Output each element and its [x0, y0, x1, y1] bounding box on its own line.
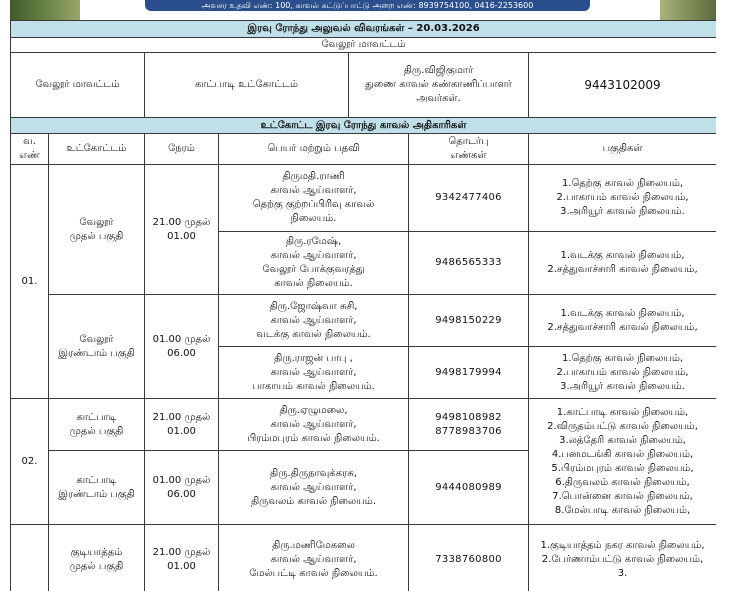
officer-name-line: காவல் நிலையம்.	[274, 278, 353, 289]
officer-name-line: வேலூர் போக்குவரத்து	[262, 264, 365, 275]
header-phone-line: எண்கள்	[450, 150, 487, 161]
patrol-time	[145, 295, 219, 399]
officer-name-line: திரு.ராஜன் பாபு ,	[274, 352, 353, 364]
header-areas: பகுதிகள்	[529, 134, 717, 165]
contact-number[interactable]	[409, 525, 529, 591]
patrol-time	[145, 165, 219, 295]
patrol-area-line: 3.லத்தேரி காவல் நிலையம்,	[559, 434, 686, 446]
officer-name-line: வடக்கு காவல் நிலையம்.	[256, 328, 371, 340]
patrol-part-line: முதல் பகுதி	[69, 230, 124, 242]
patrol-time-line: 01.00 முதல்	[152, 474, 211, 486]
table-row	[11, 399, 717, 451]
header-time: நேரம்	[145, 134, 219, 165]
officer-name-rank	[219, 295, 409, 347]
patrol-areas	[529, 295, 717, 347]
officer-name-rank	[219, 451, 409, 525]
officer-name-line: காவல் ஆய்வாளர்,	[270, 250, 357, 261]
patrol-part	[49, 165, 145, 295]
officer-name-line: பிரம்மபுரம் காவல் நிலையம்.	[247, 432, 380, 444]
patrol-part-line: இரண்டாம் பகுதி	[58, 488, 135, 500]
contact-number[interactable]	[409, 347, 529, 399]
header-name: பெயர் மற்றும் பதவி	[219, 134, 409, 165]
officer-name	[349, 53, 529, 118]
patrol-area-line: 6.திருவலம் காவல் நிலையம்,	[555, 476, 690, 488]
officer-district: வேலூர் மாவட்டம்	[11, 53, 145, 118]
patrol-areas	[529, 525, 717, 591]
patrol-area-line: 1.காட்பாடி காவல் நிலையம்,	[556, 406, 689, 418]
patrol-time-line: 01.00	[167, 230, 196, 242]
table-row	[11, 295, 717, 347]
banner	[10, 0, 716, 20]
officer-name-rank	[219, 525, 409, 591]
helpline-bar: அவசர உதவி எண்: 100, காவல் கட்டுப்பாட்டு அறை எண்: 8939754100, 0416-2253600	[145, 0, 590, 11]
patrol-time-line: 01.00 முதல்	[152, 333, 211, 345]
patrol-part-line: முதல் பகுதி	[69, 425, 124, 437]
officer-name-line: காவல் ஆய்வாளர்,	[270, 185, 357, 196]
patrol-areas	[529, 347, 717, 399]
patrol-time-line: 21.00 முதல்	[152, 411, 211, 423]
patrol-part-line: முதல் பகுதி	[69, 560, 124, 572]
district-caption: வேலூர் மாவட்டம்	[11, 38, 717, 53]
officer-name-rank	[219, 232, 409, 295]
contact-number[interactable]	[409, 451, 529, 525]
contact-number-line: 9498108982	[435, 411, 502, 423]
patrol-time-line: 01.00	[167, 560, 196, 572]
patrol-time-line: 21.00 முதல்	[152, 216, 211, 228]
officer-name-line: திருமதி.ராணி	[282, 171, 345, 182]
patrol-area-line: 1.குடியாத்தம் நகர காவல் நிலையம்,	[540, 539, 705, 551]
patrol-area-line: 1.வடக்கு காவல் நிலையம்,	[560, 250, 685, 261]
officer-name-line: திரு.திருநாவுக்கரசு,	[270, 467, 357, 479]
patrol-area-line: 2.பாகாயம் காவல் நிலையம்,	[556, 192, 689, 203]
officer-name-rank	[219, 347, 409, 399]
officer-name-line: திருவலம் காவல் நிலையம்.	[250, 495, 377, 507]
banner-photo-left	[10, 0, 80, 20]
officer-name-line: திரு.விஜிகுமார்	[403, 65, 474, 76]
contact-number[interactable]	[409, 295, 529, 347]
patrol-part-line: காட்பாடி	[76, 411, 117, 423]
patrol-area-line: 7.பொன்னை காவல் நிலையம்,	[552, 490, 693, 502]
officer-name-line: காவல் ஆய்வாளர்,	[270, 314, 357, 326]
officer-name-line: நிலையம்.	[290, 213, 337, 224]
officer-name-line: மேல்பட்டி காவல் நிலையம்.	[249, 567, 378, 579]
contact-number-line: 9498150229	[435, 314, 502, 326]
patrol-areas	[529, 165, 717, 232]
report-page	[10, 0, 716, 591]
patrol-area-line: 3.அரியூர் காவல் நிலையம்.	[560, 380, 685, 392]
officer-name-line: பாகாயம் காவல் நிலையம்.	[252, 380, 375, 392]
header-sn-line: வ.	[23, 136, 36, 147]
officer-name-line: தெற்கு குற்றப்பிரிவு காவல்	[252, 199, 375, 210]
patrol-time-line: 06.00	[167, 347, 196, 359]
contact-number-line: 9342477406	[435, 192, 502, 203]
patrol-area-line: 2.பாகாயம் காவல் நிலையம்,	[556, 366, 689, 378]
contact-number[interactable]	[409, 165, 529, 232]
header-phone	[409, 134, 529, 165]
patrol-time-line: 01.00	[167, 425, 196, 437]
patrol-area-line: 1.தெற்கு காவல் நிலையம்,	[561, 178, 684, 189]
officer-name-line: திரு.ரமேஷ்,	[285, 236, 342, 247]
contact-number-line: 7338760800	[435, 553, 502, 565]
serial-number: 01.	[11, 165, 49, 399]
patrol-area-line: 5.பிரம்மபுரம் காவல் நிலையம்,	[551, 462, 694, 474]
patrol-part-line: காட்பாடி	[76, 474, 117, 486]
patrol-area-line: 2.பேர்ணாம்பட்டு காவல் நிலையம்,	[541, 553, 704, 565]
patrol-area-line: 8.மேல்பாடி காவல் நிலையம்,	[554, 504, 691, 516]
patrol-time	[145, 399, 219, 451]
patrol-part-line: வேலூர்	[79, 333, 114, 345]
officer-name-line: காவல் ஆய்வாளர்,	[270, 418, 357, 430]
patrol-part	[49, 295, 145, 399]
contact-number-line: 9444080989	[435, 481, 502, 493]
officer-name-line: அவர்கள்.	[416, 93, 461, 104]
patrol-area-line: 1.வடக்கு காவல் நிலையம்,	[560, 307, 685, 319]
officer-name-line: காவல் ஆய்வாளர்,	[270, 366, 357, 378]
contact-number-line: 9498179994	[435, 366, 502, 378]
header-sn-line: எண்	[19, 150, 40, 161]
patrol-area-line: 2.சத்துவாச்சாரி காவல் நிலையம்,	[547, 321, 698, 333]
officer-name-line: துணை காவல் கண்காணிப்பாளர்	[365, 79, 512, 90]
patrol-area-line: 4.பனமடங்கி காவல் நிலையம்,	[551, 448, 694, 460]
patrol-area-line: 3.	[617, 567, 628, 579]
report-title: இரவு ரோந்து அலுவல் விவரங்கள் – 20.03.2026	[11, 21, 717, 38]
patrol-part-line: குடியாத்தம்	[70, 546, 123, 558]
officer-name-rank	[219, 399, 409, 451]
patrol-part	[49, 525, 145, 591]
table-row	[11, 525, 717, 591]
patrol-area-line: 2.விருதம்பட்டு காவல் நிலையம்,	[547, 420, 698, 432]
officer-name-line: காவல் ஆய்வாளர்,	[270, 481, 357, 493]
officer-name-line: திரு.ஏழுமலை,	[279, 404, 348, 416]
header-subdivision: உட்கோட்டம்	[49, 134, 145, 165]
patrol-time-line: 06.00	[167, 488, 196, 500]
officer-name-line: திரு.மணிமேகலை	[272, 539, 355, 551]
officer-name-line: காவல் ஆய்வாளர்,	[270, 553, 357, 565]
patrol-part	[49, 451, 145, 525]
patrol-table	[10, 20, 716, 591]
officer-phone: 9443102009	[529, 53, 717, 118]
officer-name-rank	[219, 165, 409, 232]
patrol-time-line: 21.00 முதல்	[152, 546, 211, 558]
table-row	[11, 165, 717, 232]
section-title: உட்கோட்ட இரவு ரோந்து காவல் அதிகாரிகள்	[11, 118, 717, 134]
header-phone-line: தொடர்பு	[448, 136, 489, 147]
contact-number[interactable]	[409, 232, 529, 295]
officer-name-line: திரு.ஜோஷ்வா சுசி,	[269, 300, 358, 312]
contact-number-line: 9486565333	[435, 257, 502, 268]
serial-number	[11, 525, 49, 591]
patrol-areas	[529, 232, 717, 295]
patrol-area-line: 1.தெற்கு காவல் நிலையம்,	[561, 352, 684, 364]
patrol-part	[49, 399, 145, 451]
officer-subdivision: காட்பாடி உட்கோட்டம்	[145, 53, 349, 118]
patrol-time	[145, 451, 219, 525]
header-sn	[11, 134, 49, 165]
serial-number: 02.	[11, 399, 49, 525]
patrol-part-line: வேலூர்	[79, 216, 114, 228]
patrol-area-line: 2.சத்துவாச்சாரி காவல் நிலையம்,	[547, 264, 698, 275]
contact-number-line: 8778983706	[435, 425, 502, 437]
banner-photo-right	[660, 0, 716, 20]
patrol-time	[145, 525, 219, 591]
patrol-part-line: இரண்டாம் பகுதி	[58, 347, 135, 359]
patrol-areas	[529, 399, 717, 525]
patrol-area-line: 3.அரியூர் காவல் நிலையம்.	[560, 206, 685, 217]
contact-number[interactable]	[409, 399, 529, 451]
